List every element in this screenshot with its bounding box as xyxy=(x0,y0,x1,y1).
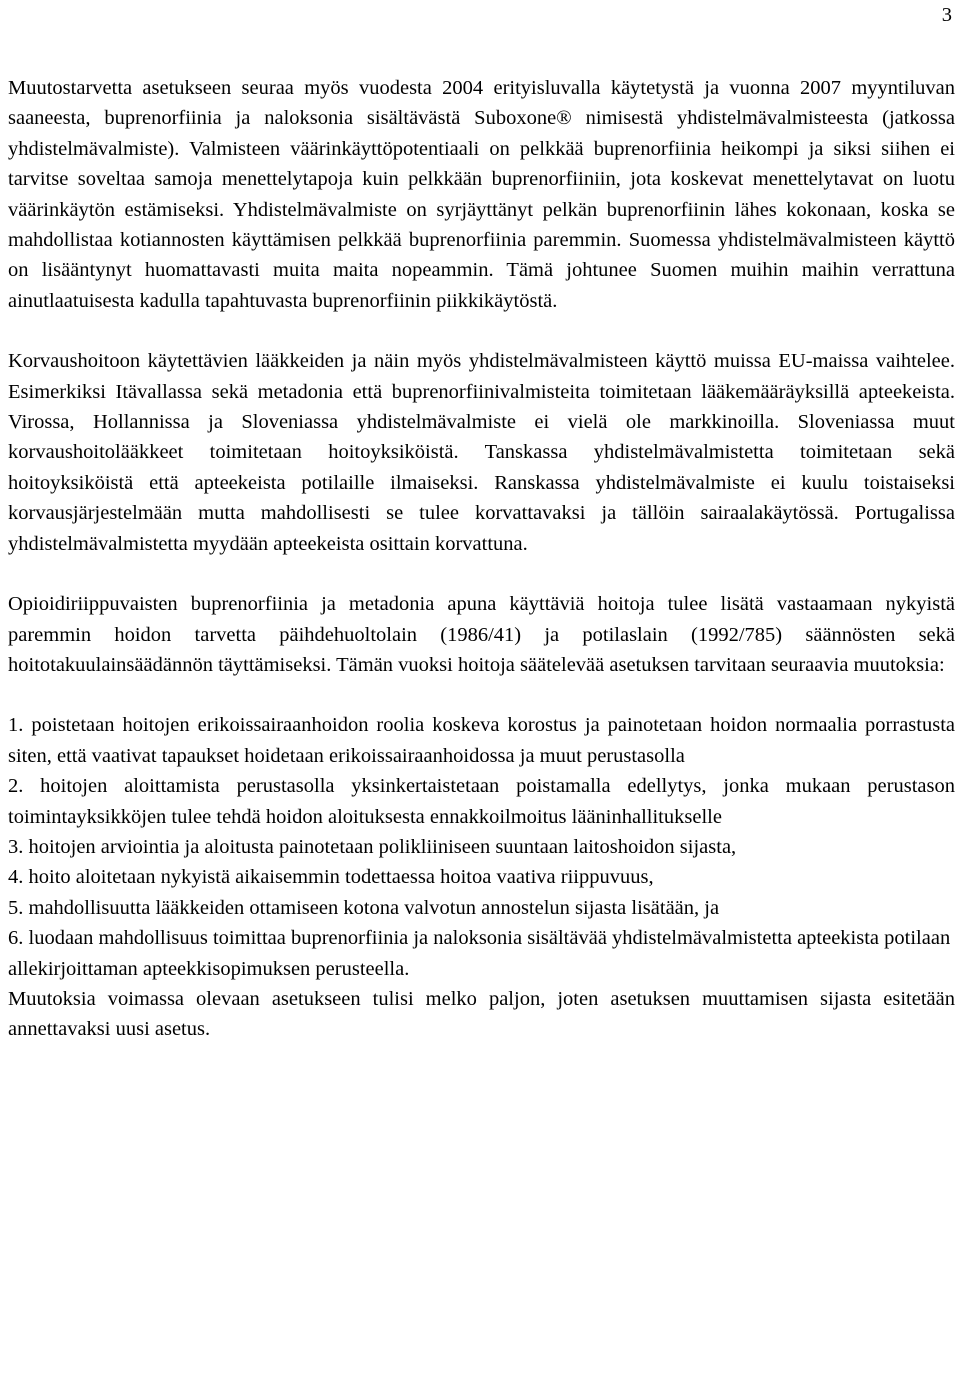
list-item: 6. luodaan mahdollisuus toimittaa buprenorfiinia ja naloksonia sisältävää yhdistelmävalmistetta apteekista potilaan allekirjoittaman apteekkisopimuksen perusteella. xyxy=(8,927,951,980)
list-item: 1. poistetaan hoitojen erikoissairaanhoidon roolia koskeva korostus ja painotetaan hoidon normaalia porrastusta siten, että vaativat tapaukset hoidetaan erikoissairaanhoidossa ja muut perustasolla xyxy=(8,714,955,767)
paragraph-gap xyxy=(8,680,955,710)
paragraph-changes-intro: Opioidiriippuvaisten buprenorfiinia ja metadonia apuna käyttäviä hoitoja tulee lisätä vastaamaan nykyistä paremmin hoidon tarvetta päihdehuoltolain (1986/41) ja potilaslain (1992/785) säännösten sekä hoitotakuulainsäädännön täyttämiseksi. Tämän vuoksi hoitoja säätelevää asetuksen tarvitaan seuraavia muutoksia: xyxy=(8,593,955,676)
changes-list xyxy=(8,710,955,984)
page-number: 3 xyxy=(941,4,952,26)
paragraph-suboxone: Muutostarvetta asetukseen seuraa myös vuodesta 2004 erityisluvalla käytetystä ja vuonna 2007 myyntiluvan saaneesta, buprenorfiinia ja naloksonia sisältävästä Suboxone® nimisestä yhdistelmävalmisteesta (jatkossa yhdistelmävalmiste). Valmisteen väärinkäyttöpotentiaali on pelkkää buprenorfiinia heikompi ja siksi siihen ei tarvitse soveltaa samoja menettelytapoja kuin pelkkään buprenorfiiniin, jota koskevat menettelytavat on luotu väärinkäytön estämiseksi. Yhdistelmävalmiste on syrjäyttänyt pelkän buprenorfiinin lähes kokonaan, koska se mahdollistaa kotiannosten käyttämisen pelkkää buprenorfiinia paremmin. Suomessa yhdistelmävalmisteen käyttö on lisääntynyt huomattavasti muita maita nopeammin. Tämä johtunee Suomen muihin maihin verrattuna ainutlaatuisesta kadulla tapahtuvasta buprenorfiinin piikkikäytöstä. xyxy=(8,77,955,312)
paragraph-gap xyxy=(8,316,955,346)
paragraph-eu-countries: Korvaushoitoon käytettävien lääkkeiden ja näin myös yhdistelmävalmisteen käyttö muissa EU-maissa vaihtelee. Esimerkiksi Itävallassa sekä metadonia että buprenorfiinivalmisteita toimitetaan lääkemääräyksillä apteekeista. Virossa, Hollannissa ja Sloveniassa yhdistelmävalmiste ei vielä ole markkinoilla. Sloveniassa muut korvaushoitolääkkeet toimitetaan hoitoyksiköistä. Tanskassa yhdistelmävalmistetta toimitetaan sekä hoitoyksiköistä että apteekeista potilaille ilmaiseksi. Ranskassa yhdistelmävalmiste ei kuulu toistaiseksi korvausjärjestelmään mutta mahdollisesti se tulee korvattavaksi ja tällöin sairaalakäytössä. Portugalissa yhdistelmävalmistetta myydään apteekeista osittain korvattuna. xyxy=(8,350,955,555)
paragraph-gap xyxy=(8,559,955,589)
list-item: 4. hoito aloitetaan nykyistä aikaisemmin todettaessa hoitoa vaativa riippuvuus, xyxy=(8,866,654,889)
paragraph-closing: Muutoksia voimassa olevaan asetukseen tulisi melko paljon, joten asetuksen muuttamisen sijasta esitetään annettavaksi uusi asetus. xyxy=(8,987,955,1041)
list-item: 3. hoitojen arviointia ja aloitusta painotetaan polikliiniseen suuntaan laitoshoidon sijasta, xyxy=(8,835,737,858)
list-item: 2. hoitojen aloittamista perustasolla yksinkertaistetaan poistamalla edellytys, jonka mukaan perustason toimintayksikköjen tulee tehdä hoidon aloituksesta ennakkoilmoitus lääninhallitukselle xyxy=(8,775,955,828)
list-item: 5. mahdollisuutta lääkkeiden ottamiseen kotona valvotun annostelun sijasta lisätään, ja xyxy=(8,896,720,919)
document-body xyxy=(8,73,955,1045)
